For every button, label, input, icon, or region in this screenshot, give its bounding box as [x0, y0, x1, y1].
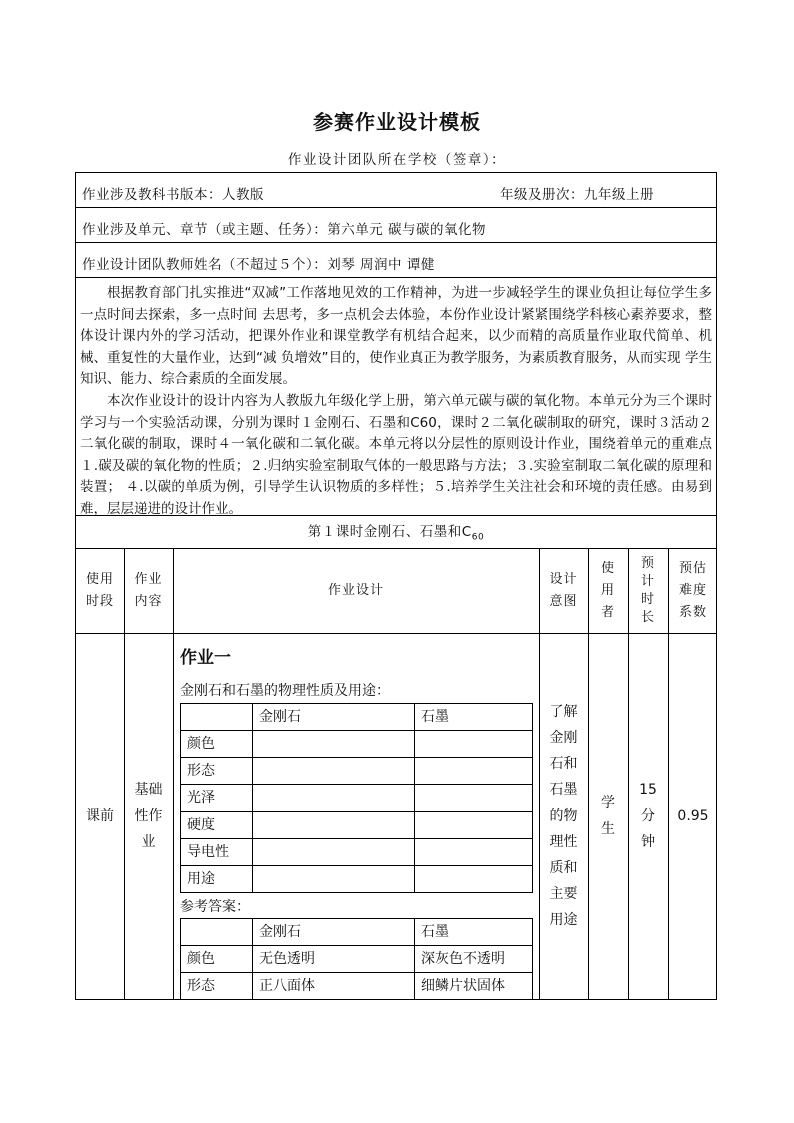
intro-paragraph: 根据教育部门扎实推进“双减”工作落地见效的工作精神，为进一步减轻学生的课业负担让每位学生多一点时间去探索，多一点时间 去思考，多一点机会去体验，本份作业设计紧紧围绕学科核心素养要求，整体设计课内外的学习活动，把课外作业和课堂教学有机结合起来，以少而精的高质量作业取代简单、机械、重复性的大量作业，达到“减 负增效”目的，使作业真正为教学服务，为素质教育服务，从而实现 学生知识、能力、综合素质的全面发展。 — [80, 285, 712, 388]
answer-table — [180, 918, 533, 1000]
teacher-names: 作业设计团队教师姓名（不超过５个）：刘琴 周润中 谭健 — [82, 257, 435, 273]
table-cell: 细鳞片状固体 — [415, 973, 533, 1000]
header-design: 作业设计 — [327, 583, 384, 598]
table-cell[interactable] — [253, 812, 415, 839]
header-content: 作业 内容 — [134, 572, 163, 609]
table-cell: 导电性 — [181, 839, 253, 866]
table-cell[interactable] — [415, 785, 533, 812]
table-cell[interactable] — [415, 812, 533, 839]
table-row — [181, 731, 533, 758]
header-user: 使 用 者 — [600, 561, 615, 620]
table-cell: 硬度 — [181, 812, 253, 839]
cell-user: 学 生 — [601, 795, 615, 837]
homework-design-table — [75, 548, 717, 1000]
cell-duration: 15 分 钟 — [639, 782, 657, 850]
textbook-version: 作业涉及教科书版本：人教版 — [82, 187, 264, 203]
lesson-title-text: 第１课时金刚石、石墨和C — [307, 524, 472, 540]
table-cell[interactable] — [253, 731, 415, 758]
table-row — [181, 946, 533, 973]
table-cell: 无色透明 — [253, 946, 415, 973]
table-cell: 形态 — [181, 973, 253, 1000]
unit-chapter: 作业涉及单元、章节（或主题、任务）：第六单元 碳与碳的氧化物 — [82, 222, 487, 238]
table-cell[interactable] — [253, 866, 415, 893]
table-cell[interactable] — [253, 839, 415, 866]
intro-paragraph: 本次作业设计的设计内容为人教版九年级化学上册，第六单元碳与碳的氧化物。本单元分为三个课时学习与一个实验活动课，分别为课时１金刚石、石墨和C60，课时２二氧化碳制取的研究，课时３活动２二氧化碳的制取，课时４一氧化碳和二氧化碳。本单元将以分层性的原则设计作业，围绕着单元的重难点１.碳及碳的氧化物的性质；２.归纳实验室制取气体的一般思路与方法；３.实验室制取二氧化碳的原理和装置； ４.以碳的单质为例，引导学生认识物质的多样性；５.培养学生关注社会和环境的责任感。由易到难，层层递进的设计作业。 — [80, 392, 712, 517]
cell-intent: 了解 金刚 石和 石墨 的物 理性 质和 主要 用途 — [549, 704, 578, 928]
table-cell[interactable] — [415, 866, 533, 893]
table-cell: 光泽 — [181, 785, 253, 812]
table-cell[interactable] — [415, 731, 533, 758]
table-cell: 颜色 — [181, 731, 253, 758]
table-cell: 金刚石 — [253, 919, 415, 946]
table-cell: 石墨 — [415, 704, 533, 731]
grade-volume: 年级及册次：九年级上册 — [500, 187, 654, 203]
header-difficulty: 预估 难度 系数 — [678, 561, 707, 620]
table-row — [181, 812, 533, 839]
table-cell: 形态 — [181, 758, 253, 785]
table-cell[interactable] — [415, 839, 533, 866]
table-cell: 正八面体 — [253, 973, 415, 1000]
table-cell: 用途 — [181, 866, 253, 893]
header-duration: 预 计 时 长 — [640, 556, 655, 625]
textbook-row — [75, 172, 717, 208]
table-row — [181, 704, 533, 731]
teachers-row — [75, 242, 717, 278]
lesson-title — [75, 515, 717, 549]
table-cell — [181, 919, 253, 946]
table-cell[interactable] — [253, 758, 415, 785]
page-title: 参赛作业设计模板 — [313, 110, 481, 134]
table-row — [181, 919, 533, 946]
homework-question: 金刚石和石墨的物理性质及用途： — [180, 683, 390, 699]
table-row — [181, 785, 533, 812]
answer-label: 参考答案： — [180, 899, 250, 915]
header-intent: 设计 意图 — [549, 572, 578, 609]
table-cell[interactable] — [415, 758, 533, 785]
header-time-period: 使用 时段 — [85, 572, 114, 609]
homework-title: 作业一 — [180, 648, 231, 668]
school-signature-line: 作业设计团队所在学校（签章）： — [287, 152, 507, 168]
table-row — [181, 973, 533, 1000]
cell-difficulty: 0.95 — [677, 808, 709, 824]
table-row — [181, 758, 533, 785]
table-cell[interactable] — [253, 785, 415, 812]
table-cell: 石墨 — [415, 919, 533, 946]
table-row — [181, 866, 533, 893]
table-cell: 金刚石 — [253, 704, 415, 731]
design-intro — [75, 277, 717, 516]
cell-content: 基础 性作 业 — [134, 782, 163, 850]
unit-row — [75, 207, 717, 243]
table-row — [181, 839, 533, 866]
table-cell — [181, 704, 253, 731]
table-cell: 深灰色不透明 — [415, 946, 533, 973]
table-cell: 颜色 — [181, 946, 253, 973]
property-table — [180, 703, 533, 893]
lesson-title-subscript: 60 — [471, 532, 485, 543]
cell-time-period: 课前 — [86, 808, 114, 824]
